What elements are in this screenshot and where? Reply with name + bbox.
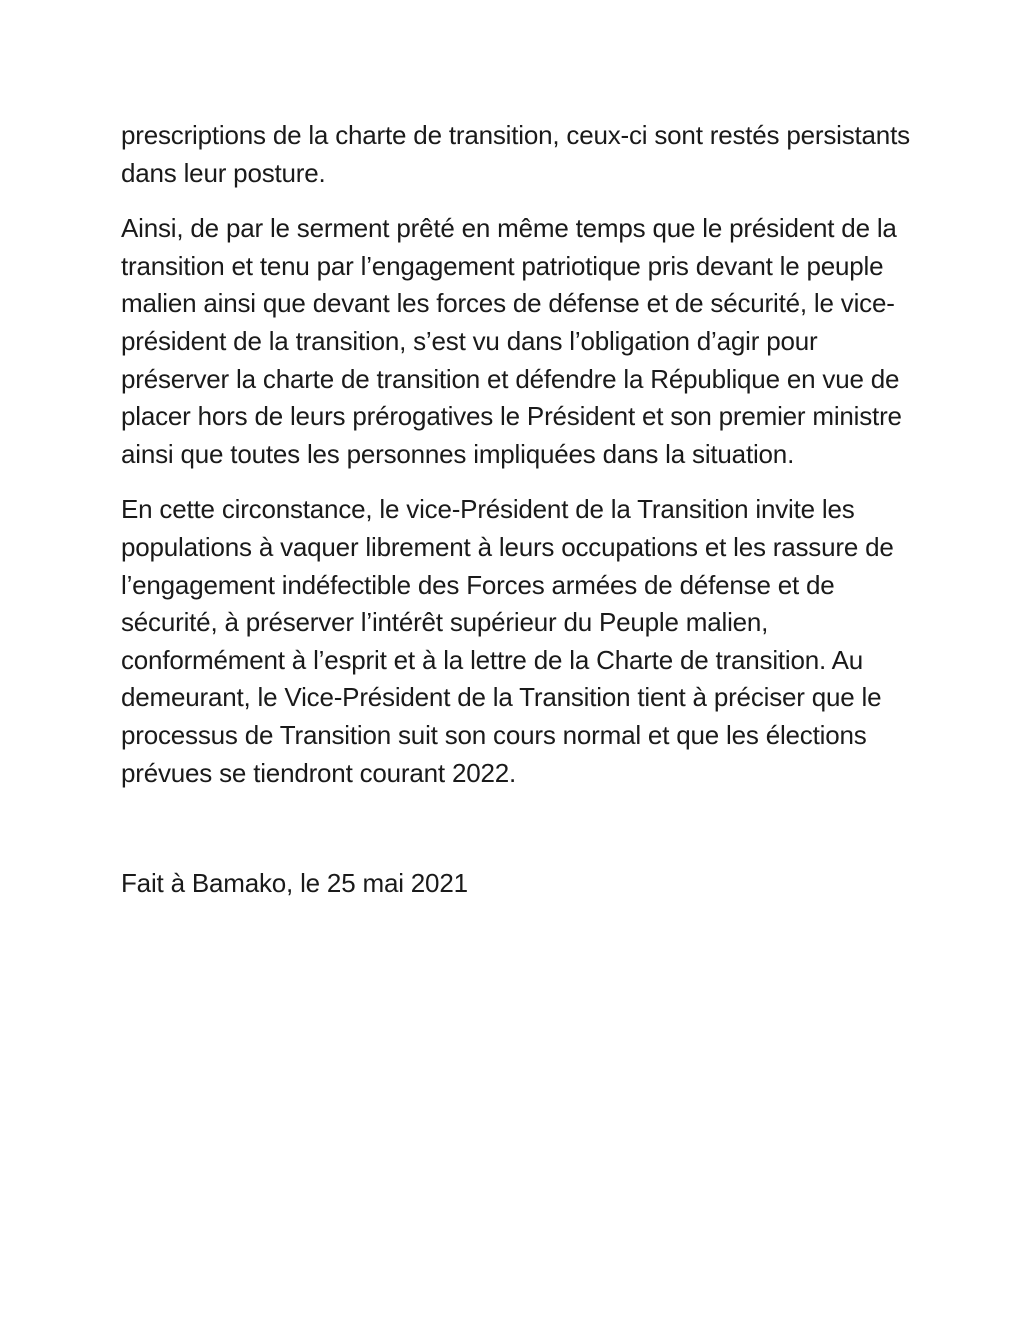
paragraph-invitation: En cette circonstance, le vice-Président de la Transition invite les populations à vaquer librement à leurs occupations et les rassure de l’engagement indéfectible des Forces armées de défense et de sécurité, à préserver l’intérêt supérieur du Peuple malien, conformément à l’esprit et à la lettre de la Charte de transition. Au demeurant, le Vice-Président de la Transition tient à préciser que le processus de Transition suit son cours normal et que les élections prévues se tiendront courant 2022. — [121, 494, 894, 788]
paragraph-continuation: prescriptions de la charte de transition, ceux-ci sont restés persistants dans leur posture. — [121, 120, 910, 188]
signature-line: Fait à Bamako, le 25 mai 2021 — [121, 868, 468, 899]
paragraph-oath: Ainsi, de par le serment prêté en même temps que le président de la transition et tenu par l’engagement patriotique pris devant le peuple malien ainsi que devant les forces de défense et de sécurité, le vice-président de la transition, s’est vu dans l’obligation d’agir pour préserver la charte de transition et défendre la République en vue de placer hors de leurs prérogatives le Président et son premier ministre ainsi que toutes les personnes impliquées dans la situation. — [121, 213, 902, 469]
document-body — [121, 117, 911, 921]
